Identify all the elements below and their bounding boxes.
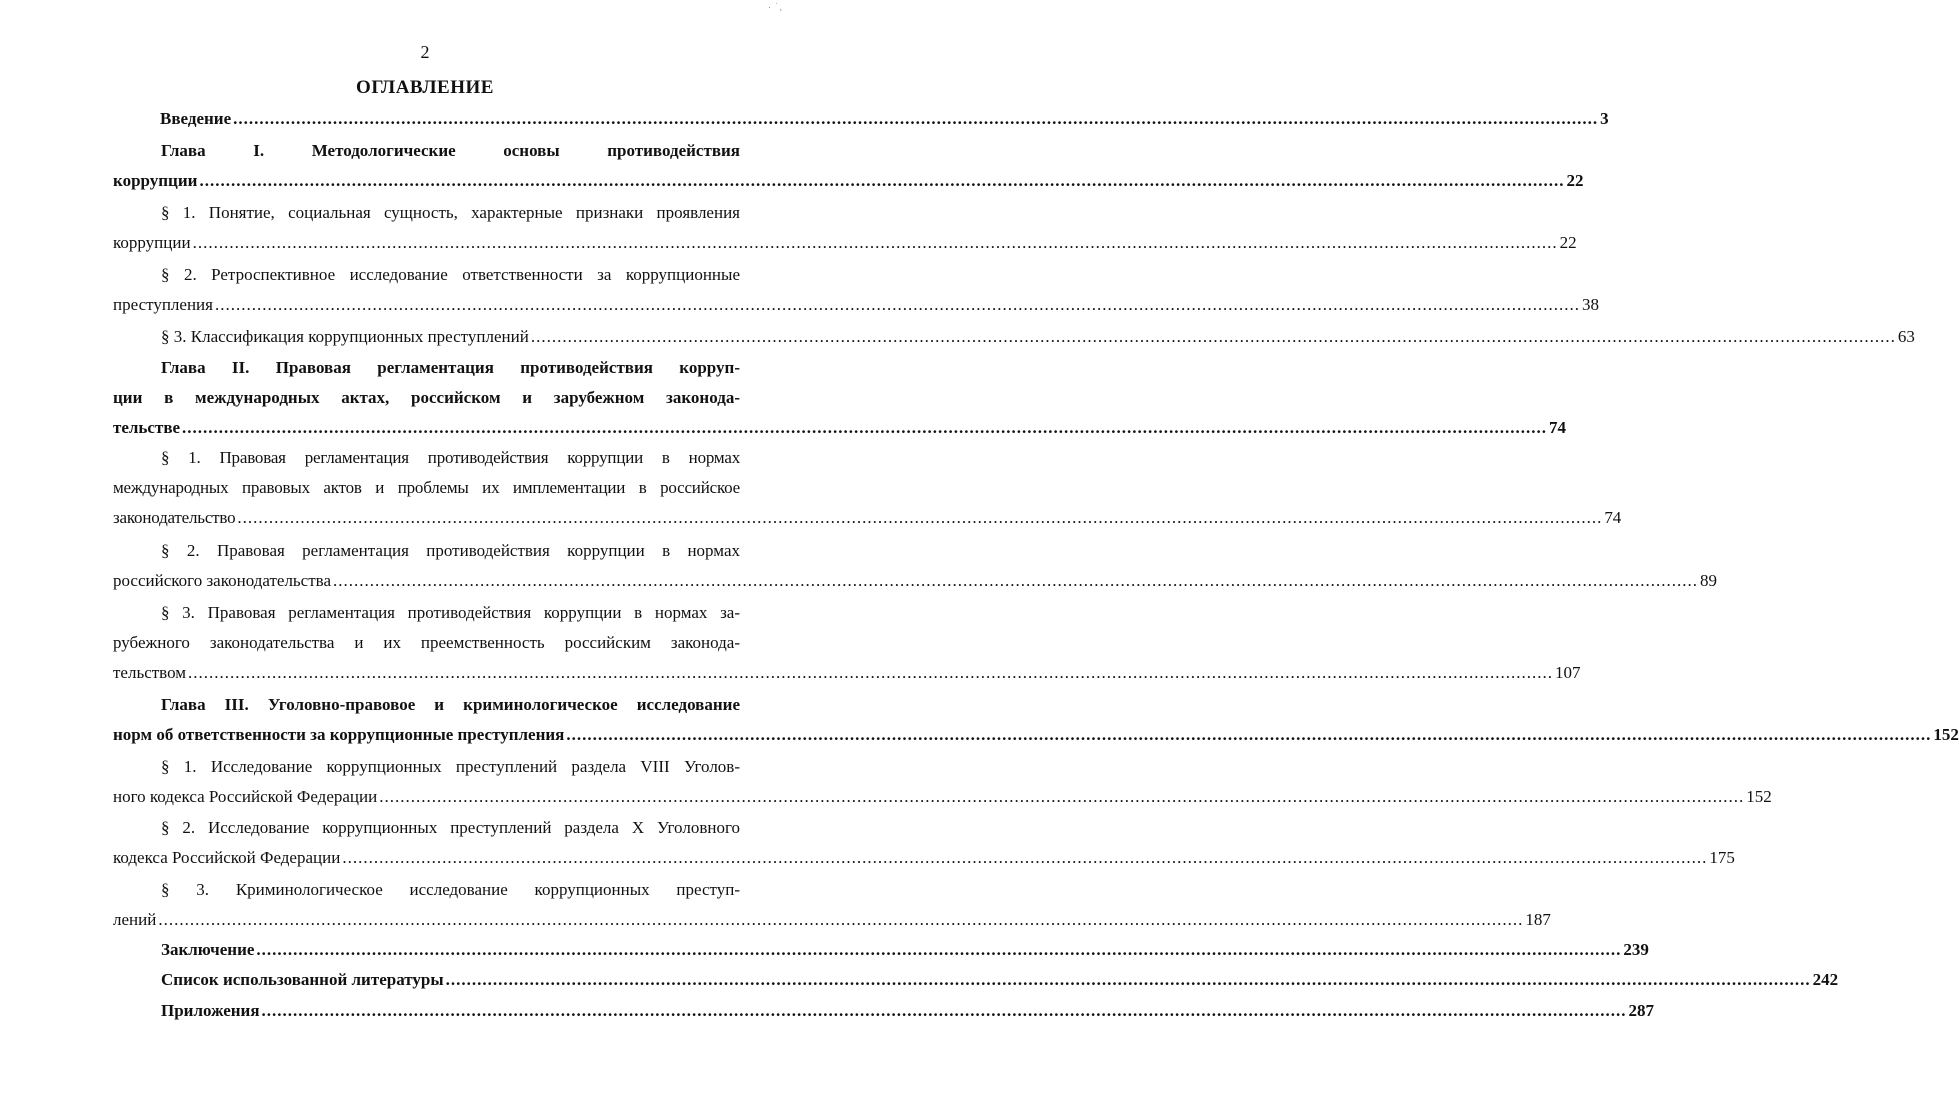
toc-entry-bibliography[interactable] <box>113 965 1839 995</box>
toc-leader: .................................................................................................................................................................................................................................................................... <box>445 970 1811 989</box>
toc-entry-chapter-3[interactable] <box>113 690 1959 750</box>
toc-line: § 2. Исследование коррупционных преступлений раздела X Уголовного <box>161 818 740 837</box>
toc-line <box>113 843 1735 873</box>
toc-leader: .................................................................................................................................................................................................................................................................... <box>530 327 1896 346</box>
toc-page-number: 38 <box>1581 295 1599 314</box>
toc-leader: .................................................................................................................................................................................................................................................................... <box>192 233 1558 252</box>
toc-leader: .................................................................................................................................................................................................................................................................... <box>256 940 1622 959</box>
toc-line: § 2. Ретроспективное исследование ответственности за коррупционные <box>161 265 740 284</box>
toc-leader: .................................................................................................................................................................................................................................................................... <box>333 571 1699 590</box>
toc-title: ОГЛАВЛЕНИЕ <box>356 77 494 98</box>
toc-page-number: 187 <box>1525 910 1551 929</box>
toc-line: ции в международных актах, российском и зарубежном законода- <box>113 388 740 407</box>
toc-page-number: 239 <box>1623 940 1649 959</box>
toc-leader: .................................................................................................................................................................................................................................................................... <box>237 508 1603 527</box>
toc-entry-introduction[interactable] <box>160 104 1609 134</box>
toc-entry-ch2-section-1[interactable] <box>113 443 1622 533</box>
toc-line: § 2. Правовая регламентация противодействия коррупции в нормах <box>161 541 740 560</box>
toc-entry-ch1-section-1[interactable] <box>113 198 1577 258</box>
toc-line: § 3. Криминологическое исследование коррупционных преступ- <box>161 880 740 899</box>
toc-line: рубежного законодательства и их преемственность российским законода- <box>113 633 740 652</box>
toc-entry-appendices[interactable] <box>113 996 1655 1026</box>
toc-entry-text: законодательство <box>113 508 236 527</box>
toc-line <box>113 166 1584 196</box>
toc-line <box>113 965 1839 995</box>
toc-line <box>113 228 1577 258</box>
toc-page-number: 74 <box>1549 418 1567 437</box>
toc-page-number: 152 <box>1933 725 1959 744</box>
page-number: 2 <box>420 42 430 62</box>
toc-entry-ch2-section-3[interactable] <box>113 598 1581 688</box>
toc-line <box>113 413 1567 443</box>
scan-corner-mark: · ˙, <box>768 2 783 12</box>
toc-entry-text: Введение <box>160 109 232 128</box>
toc-entry-text: Заключение <box>161 940 255 959</box>
toc-line: § 1. Правовая регламентация противодействия коррупции в нормах <box>161 448 740 467</box>
toc-page-number: 3 <box>1600 109 1609 128</box>
toc-line: § 1. Понятие, социальная сущность, характерные признаки проявления <box>161 203 740 222</box>
toc-leader: .................................................................................................................................................................................................................................................................... <box>379 787 1745 806</box>
toc-line: § 3. Правовая регламентация противодействия коррупции в нормах за- <box>161 603 740 622</box>
toc-leader: .................................................................................................................................................................................................................................................................... <box>214 295 1580 314</box>
toc-entry-text: норм об ответственности за коррупционные преступления <box>113 725 565 744</box>
toc-line <box>113 720 1959 750</box>
toc-leader: .................................................................................................................................................................................................................................................................... <box>566 725 1932 744</box>
toc-line: § 1. Исследование коррупционных преступлений раздела VIII Уголов- <box>161 757 740 776</box>
toc-line <box>113 658 1581 688</box>
toc-line <box>113 935 1649 965</box>
toc-leader: .................................................................................................................................................................................................................................................................... <box>158 910 1524 929</box>
toc-leader: .................................................................................................................................................................................................................................................................... <box>188 663 1554 682</box>
toc-entry-chapter-2[interactable] <box>113 353 1567 443</box>
toc-line <box>113 782 1772 812</box>
toc-line <box>113 322 1915 352</box>
toc-entry-text: ного кодекса Российской Федерации <box>113 787 378 806</box>
toc-page-number: 63 <box>1897 327 1915 346</box>
toc-entry-ch2-section-2[interactable] <box>113 536 1718 596</box>
toc-page-number: 74 <box>1604 508 1622 527</box>
toc-page-number: 107 <box>1555 663 1581 682</box>
toc-leader: .................................................................................................................................................................................................................................................................... <box>261 1001 1627 1020</box>
toc-line <box>113 996 1655 1026</box>
toc-line: Глава III. Уголовно-правовое и криминологическое исследование <box>161 695 740 714</box>
toc-page-number: 89 <box>1700 571 1718 590</box>
toc-page-number: 22 <box>1559 233 1577 252</box>
toc-entry-text: коррупции <box>113 171 198 190</box>
toc-page-number: 242 <box>1812 970 1839 989</box>
toc-entry-text: тельстве <box>113 418 181 437</box>
toc-line <box>113 503 1622 533</box>
toc-page-number: 287 <box>1628 1001 1655 1020</box>
toc-entry-text: Приложения <box>161 1001 260 1020</box>
toc-entry-ch3-section-3[interactable] <box>113 875 1551 935</box>
toc-line <box>113 290 1599 320</box>
toc-page-number: 152 <box>1746 787 1772 806</box>
toc-entry-text: коррупции <box>113 233 191 252</box>
toc-entry-ch3-section-1[interactable] <box>113 752 1772 812</box>
toc-leader: .................................................................................................................................................................................................................................................................... <box>182 418 1548 437</box>
toc-entry-ch3-section-2[interactable] <box>113 813 1735 873</box>
toc-entry-text: лений <box>113 910 157 929</box>
toc-page-number: 175 <box>1709 848 1735 867</box>
toc-leader: .................................................................................................................................................................................................................................................................... <box>199 171 1565 190</box>
toc-entry-text: § 3. Классификация коррупционных преступлений <box>161 327 529 346</box>
toc-line: Глава II. Правовая регламентация противодействия корруп- <box>161 358 740 377</box>
toc-entry-text: преступления <box>113 295 213 314</box>
toc-entry-text: тельством <box>113 663 187 682</box>
toc-line: международных правовых актов и проблемы их имплементации в российское <box>113 478 740 497</box>
toc-leader: .................................................................................................................................................................................................................................................................... <box>233 109 1599 128</box>
toc-line <box>160 104 1609 134</box>
toc-entry-ch1-section-2[interactable] <box>113 260 1599 320</box>
toc-entry-ch1-section-3[interactable] <box>113 322 1915 352</box>
toc-line <box>113 905 1551 935</box>
toc-leader: .................................................................................................................................................................................................................................................................... <box>342 848 1708 867</box>
toc-line <box>113 566 1718 596</box>
toc-entry-text: кодекса Российской Федерации <box>113 848 341 867</box>
toc-entry-conclusion[interactable] <box>113 935 1649 965</box>
toc-line: Глава I. Методологические основы противодействия <box>161 141 740 160</box>
toc-entry-text: российского законодательства <box>113 571 332 590</box>
toc-entry-text: Список использованной литературы <box>161 970 444 989</box>
toc-entry-chapter-1[interactable] <box>113 136 1584 196</box>
toc-page-number: 22 <box>1566 171 1584 190</box>
